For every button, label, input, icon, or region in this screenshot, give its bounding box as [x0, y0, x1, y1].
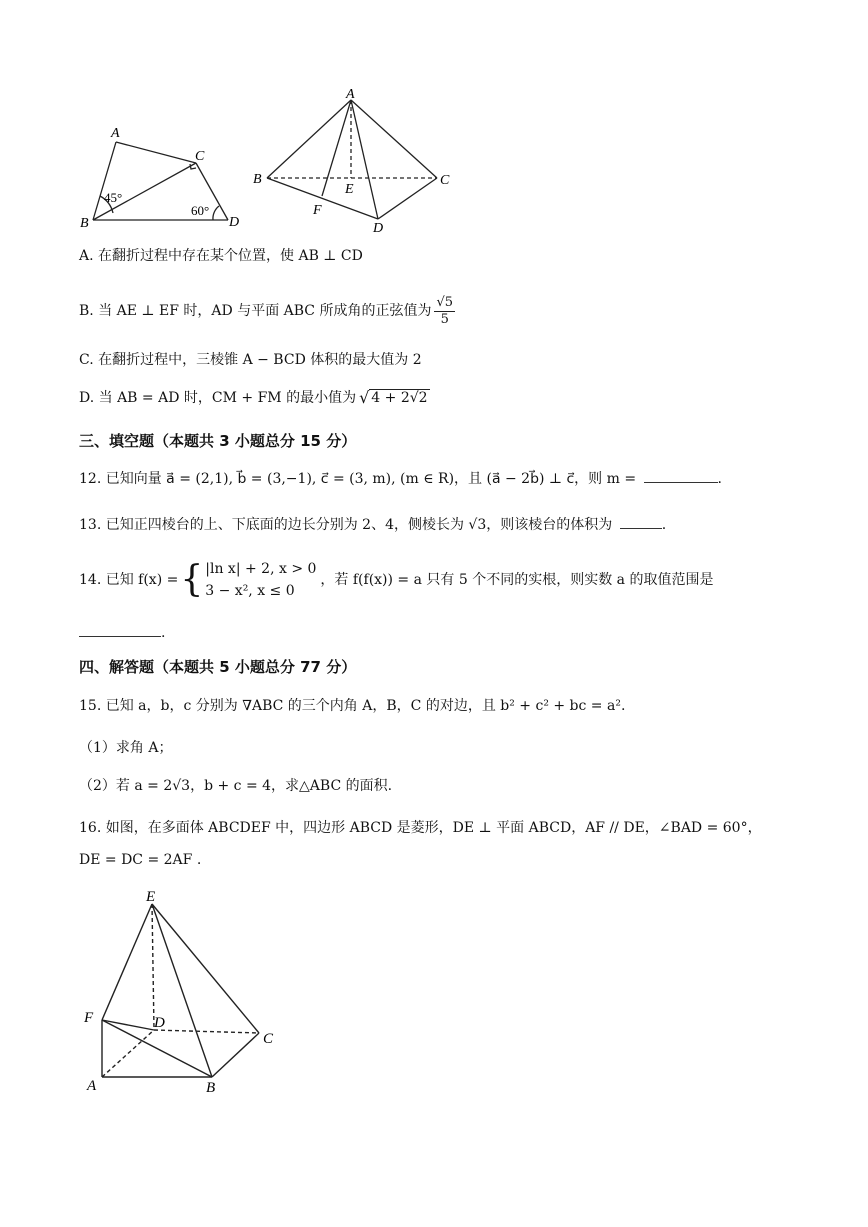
pyramid-figure: [250, 82, 460, 234]
label-d: D: [373, 221, 384, 234]
fraction-denominator: 5: [440, 311, 449, 327]
polyhedron-figure: [78, 880, 298, 1100]
label-c: C: [195, 149, 205, 164]
label-d: D: [229, 215, 240, 230]
quadrilateral-figure: [78, 120, 258, 230]
question-15: 15. 已知 a，b，c 分别为 ∇ABC 的三个内角 A，B，C 的对边，且 b² + c² + bc = a².: [79, 698, 626, 714]
angle-b-label: 45°: [104, 190, 123, 205]
q14-answer-blank[interactable]: [79, 622, 161, 637]
label-c: C: [440, 173, 450, 188]
q12-text: 12. 已知向量 a⃗ = (2,1), b⃗ = (3,−1), c⃗ = (3, m), (m ∈ R)，且 (a⃗ − 2b⃗) ⊥ c⃗，则 m =: [79, 471, 637, 487]
option-b-text: B. 当 AE ⊥ EF 时，AD 与平面 ABC 所成角的正弦值为: [79, 303, 432, 319]
label-a: A: [111, 126, 120, 141]
section-3-title: 三、填空题（本题共 3 小题总分 15 分）: [79, 432, 357, 450]
q13-answer-blank[interactable]: [620, 514, 662, 529]
option-d-text: D. 当 AB = AD 时，CM + FM 的最小值为: [79, 390, 357, 406]
q14-suffix: ，若 f(f(x)) = a 只有 5 个不同的实根，则实数 a 的取值范围是: [320, 572, 714, 588]
option-a: A. 在翻折过程中存在某个位置，使 AB ⊥ CD: [79, 248, 363, 264]
question-13: [79, 514, 666, 535]
section-4-title: 四、解答题（本题共 5 小题总分 77 分）: [79, 658, 357, 676]
q13-text: 13. 已知正四棱台的上、下底面的边长分别为 2、4，侧棱长为 √3，则该棱台的体积为: [79, 517, 613, 533]
option-b: [79, 290, 455, 332]
q14-case-2: 3 − x², x ≤ 0: [205, 583, 295, 599]
label-a: A: [346, 87, 355, 102]
label-d: D: [154, 1015, 165, 1031]
fraction-numerator: √5: [436, 294, 454, 310]
angle-d-label: 60°: [191, 203, 210, 218]
q14-prefix: 14. 已知 f(x) =: [79, 572, 179, 588]
question-14: [79, 556, 713, 604]
option-d: [79, 388, 430, 408]
label-e: E: [345, 182, 354, 197]
label-e: E: [146, 889, 156, 905]
q12-end: .: [717, 471, 722, 487]
question-12: [79, 468, 722, 489]
label-b: B: [80, 216, 89, 230]
q14-case-1: |ln x| + 2, x > 0: [205, 561, 317, 577]
q12-answer-blank[interactable]: [644, 468, 718, 483]
question-16-line-1: 16. 如图，在多面体 ABCDEF 中，四边形 ABCD 是菱形，DE ⊥ 平面 ABCD，AF // DE，∠BAD = 60°，: [79, 820, 762, 836]
label-f: F: [84, 1010, 94, 1026]
label-a: A: [87, 1078, 97, 1094]
sqrt-sign: √: [359, 388, 370, 407]
option-d-sqrt-expr: 4 + 2√2: [371, 390, 428, 406]
q13-end: .: [661, 517, 667, 533]
label-b: B: [253, 172, 262, 187]
q14-end: .: [161, 625, 166, 641]
question-15-part-1: （1）求角 A；: [79, 740, 173, 756]
q14-cases: [205, 558, 316, 602]
q14-answer-line: [79, 622, 165, 643]
label-c: C: [263, 1031, 274, 1047]
question-15-part-2: （2）若 a = 2√3，b + c = 4，求△ABC 的面积.: [79, 778, 393, 794]
label-b: B: [206, 1080, 216, 1096]
brace: {: [180, 559, 204, 600]
option-c: C. 在翻折过程中，三棱锥 A − BCD 体积的最大值为 2: [79, 352, 422, 368]
question-16-line-2: DE = DC = 2AF .: [79, 852, 202, 868]
label-f: F: [313, 203, 322, 218]
option-b-fraction: [434, 295, 455, 328]
